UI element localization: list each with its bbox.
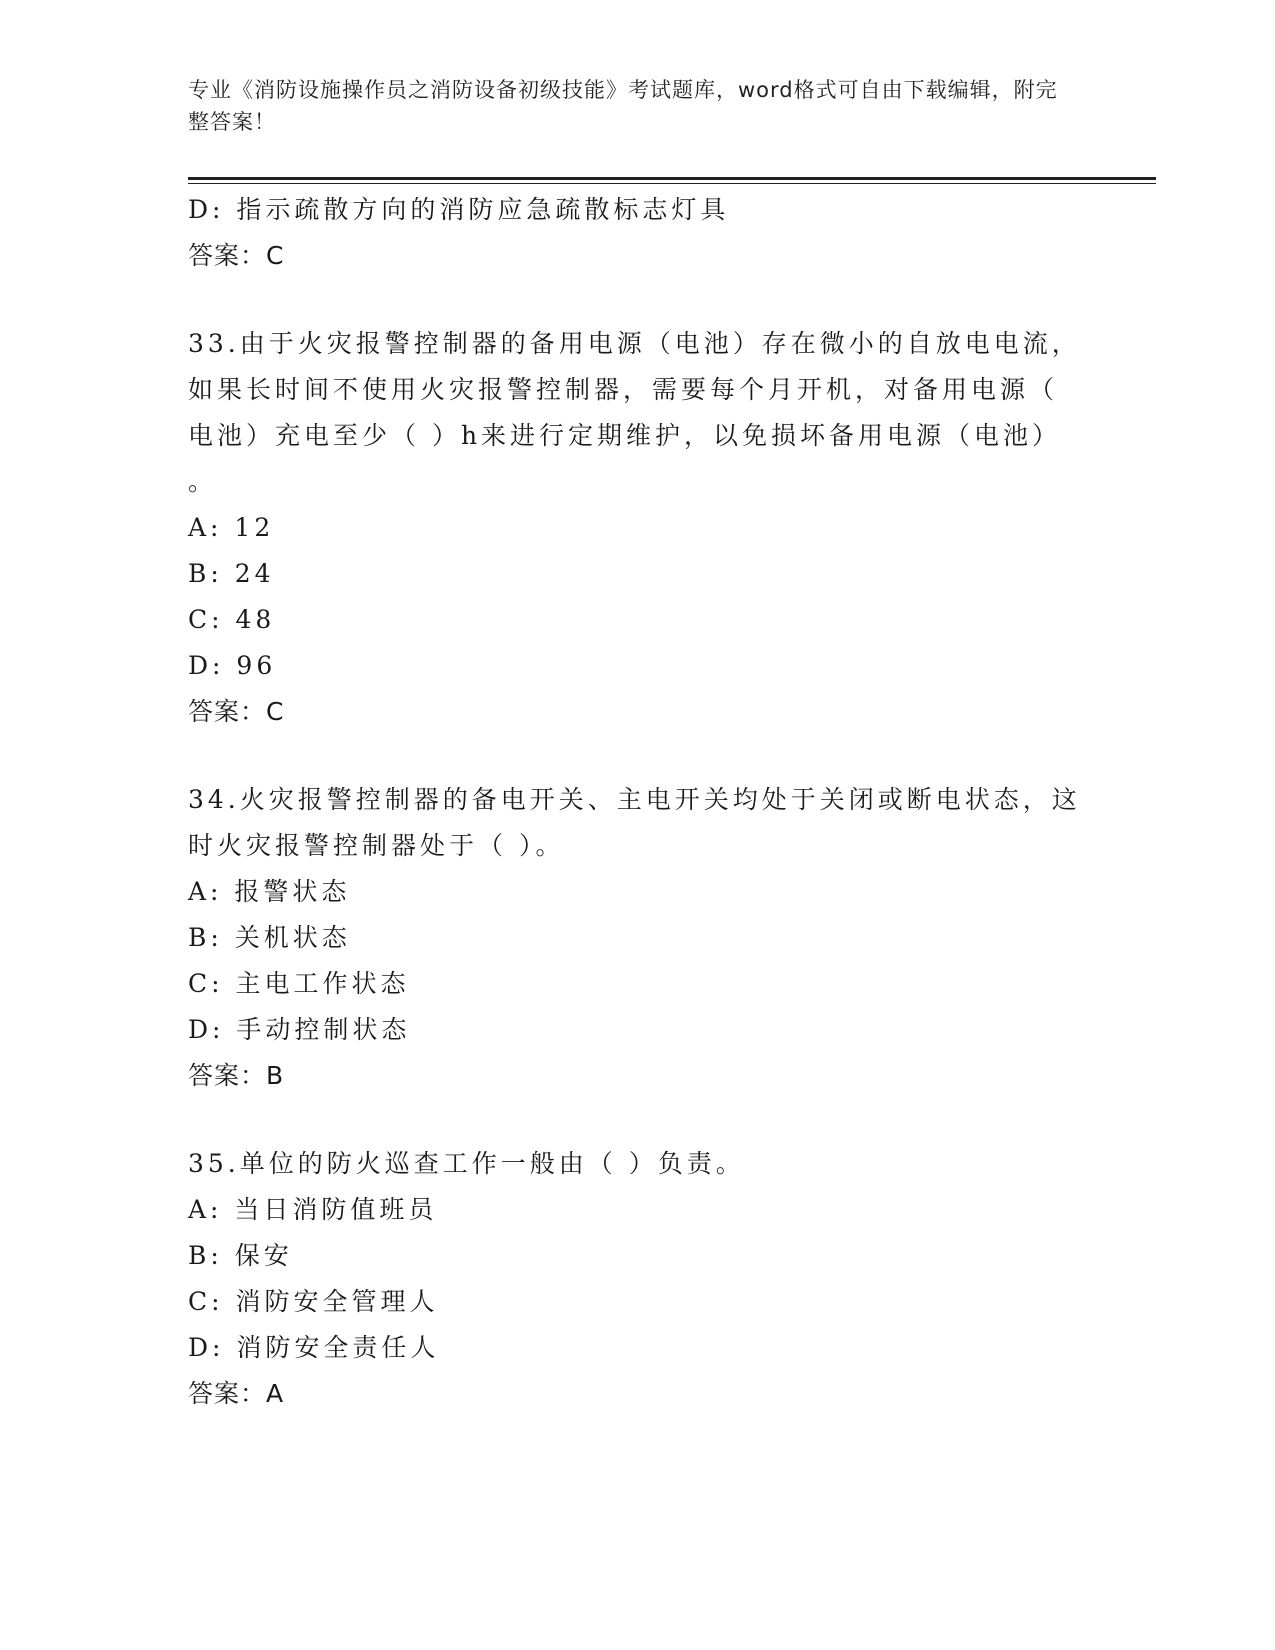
question-33-option-c: C: 48 [188, 605, 276, 634]
question-34-option-d: D: 手动控制状态 [188, 1015, 411, 1044]
question-34-answer: 答案：B [188, 1061, 285, 1090]
question-35-answer: 答案：A [188, 1379, 285, 1408]
header-rule-thick [188, 177, 1156, 180]
question-35 [188, 1141, 1088, 1417]
question-33-stem-line-4: 。 [188, 467, 218, 496]
question-34-option-a: A: 报警状态 [188, 877, 351, 906]
question-33-option-b: B: 24 [188, 559, 275, 588]
question-35-option-b: B: 保安 [188, 1241, 293, 1270]
question-34 [188, 777, 1088, 1099]
question-33-stem-line-1: 33.由于火灾报警控制器的备用电源（电池）存在微小的自放电电流， [188, 329, 1081, 358]
question-34-option-b: B: 关机状态 [188, 923, 351, 952]
question-35-option-c: C: 消防安全管理人 [188, 1287, 439, 1316]
question-33 [188, 321, 1088, 735]
question-35-option-a: A: 当日消防值班员 [188, 1195, 438, 1224]
question-35-option-d: D: 消防安全责任人 [188, 1333, 440, 1362]
question-33-option-d: D: 96 [188, 651, 277, 680]
question-33-answer: 答案：C [188, 697, 285, 726]
question-35-stem-line-1: 35.单位的防火巡查工作一般由（ ）负责。 [188, 1149, 745, 1178]
question-34-option-c: C: 主电工作状态 [188, 969, 410, 998]
question-33-stem-line-2: 如果长时间不使用火灾报警控制器，需要每个月开机，对备用电源（ [188, 375, 1059, 404]
question-34-stem-line-1: 34.火灾报警控制器的备电开关、主电开关均处于关闭或断电状态，这 [188, 785, 1081, 814]
question-33-option-a: A: 12 [188, 513, 275, 542]
header-rule-thin [188, 183, 1156, 184]
prev-answer: 答案：C [188, 241, 285, 270]
document-header: 专业《消防设施操作员之消防设备初级技能》考试题库，word格式可自由下载编辑，附完整答案！ [188, 78, 1058, 134]
question-33-stem-line-3: 电池）充电至少（ ）h来进行定期维护，以免损坏备用电源（电池） [188, 421, 1062, 450]
question-34-stem-line-2: 时火灾报警控制器处于（ ）。 [188, 831, 565, 860]
prev-option-d: D: 指示疏散方向的消防应急疏散标志灯具 [188, 195, 730, 224]
question-list [188, 187, 1088, 1417]
